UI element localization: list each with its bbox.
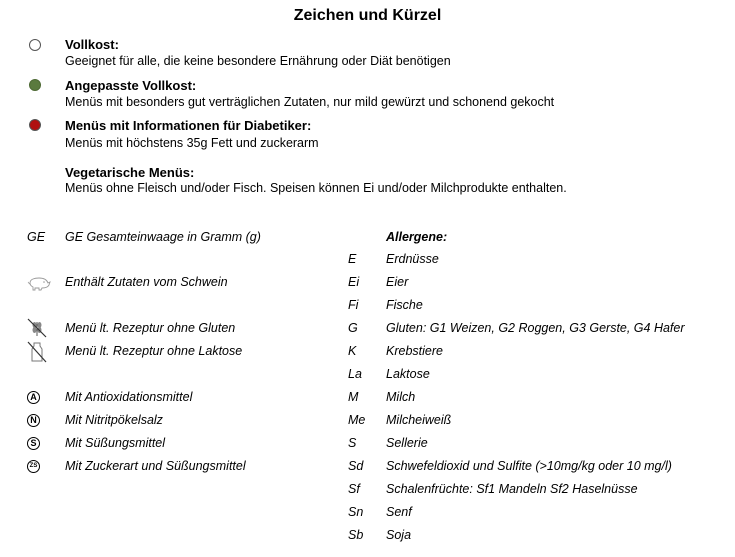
diet-heading-angepasst: Angepasste Vollkost: [65, 78, 197, 93]
diet-heading-vegetarisch: Vegetarische Menüs: [65, 165, 195, 180]
allergen-name: Gluten: G1 Weizen, G2 Roggen, G3 Gerste, G4 Hafer [386, 321, 685, 335]
allergen-code: K [348, 344, 357, 358]
allergen-code: La [348, 367, 362, 381]
nitrite-icon: N [27, 414, 40, 427]
red-dot-icon [29, 119, 41, 131]
no-lactose-icon [26, 340, 48, 364]
diet-heading-diabetiker: Menüs mit Informationen für Diabetiker: [65, 118, 312, 133]
sugar-sweetener-icon: ZS [27, 460, 40, 473]
allergen-code: M [348, 390, 359, 404]
nitrit-label: Mit Nitritpökelsalz [65, 413, 163, 427]
green-dot-icon [29, 79, 41, 91]
allergen-name: Sellerie [386, 436, 428, 450]
allergen-name: Eier [386, 275, 409, 289]
antioxidant-icon: A [27, 391, 40, 404]
diet-description-angepasst: Menüs mit besonders gut verträglichen Zutaten, nur mild gewürzt und schonend gekocht [65, 95, 555, 109]
allergen-code: Ei [348, 275, 360, 289]
allergen-code: Sn [348, 505, 364, 519]
pig-icon [26, 275, 52, 291]
allergen-code: Sf [348, 482, 360, 496]
allergen-name: Milch [386, 390, 416, 404]
page-title: Zeichen und Kürzel [293, 7, 442, 24]
ge-code: GE [27, 230, 46, 244]
allergen-code: Me [348, 413, 366, 427]
allergen-name: Soja [386, 528, 412, 542]
allergen-name: Fische [386, 298, 423, 312]
allergen-code: Sb [348, 528, 364, 542]
allergen-name: Milcheiweiß [386, 413, 452, 427]
white-dot-icon [29, 39, 41, 51]
allergen-name: Krebstiere [386, 344, 443, 358]
allergen-name: Schalenfrüchte: Sf1 Mandeln Sf2 Haselnüsse [386, 482, 638, 496]
sweet-label: Mit Süßungsmittel [65, 436, 166, 450]
allergen-name: Laktose [386, 367, 430, 381]
allergen-name: Senf [386, 505, 412, 519]
no-gluten-icon [26, 317, 48, 339]
diet-description-vollkost: Geeignet für alle, die keine besondere Ernährung oder Diät benötigen [65, 54, 451, 68]
allergen-code: G [348, 321, 358, 335]
sweetener-icon: S [27, 437, 40, 450]
pork-label: Enthält Zutaten vom Schwein [65, 275, 228, 289]
antiox-label: Mit Antioxidationsmittel [65, 390, 193, 404]
diet-description-vegetarisch: Menüs ohne Fleisch und/oder Fisch. Speisen können Ei und/oder Milchprodukte enthalten. [65, 181, 567, 195]
diet-description-diabetiker: Menüs mit höchstens 35g Fett und zuckerarm [65, 136, 319, 150]
allergen-code: Sd [348, 459, 364, 473]
gluten-label: Menü lt. Rezeptur ohne Gluten [65, 321, 236, 335]
allergen-name: Schwefeldioxid und Sulfite (>10mg/kg oder 10 mg/l) [386, 459, 672, 473]
allergen-name: Erdnüsse [386, 252, 439, 266]
allergen-code: E [348, 252, 357, 266]
allergen-code: Fi [348, 298, 359, 312]
lactose-label: Menü lt. Rezeptur ohne Laktose [65, 344, 243, 358]
allergens-heading: Allergene: [386, 230, 448, 244]
allergen-code: S [348, 436, 357, 450]
ge-label: GE Gesamteinwaage in Gramm (g) [65, 230, 261, 244]
sugar-label: Mit Zuckerart und Süßungsmittel [65, 459, 246, 473]
diet-heading-vollkost: Vollkost: [65, 37, 119, 52]
